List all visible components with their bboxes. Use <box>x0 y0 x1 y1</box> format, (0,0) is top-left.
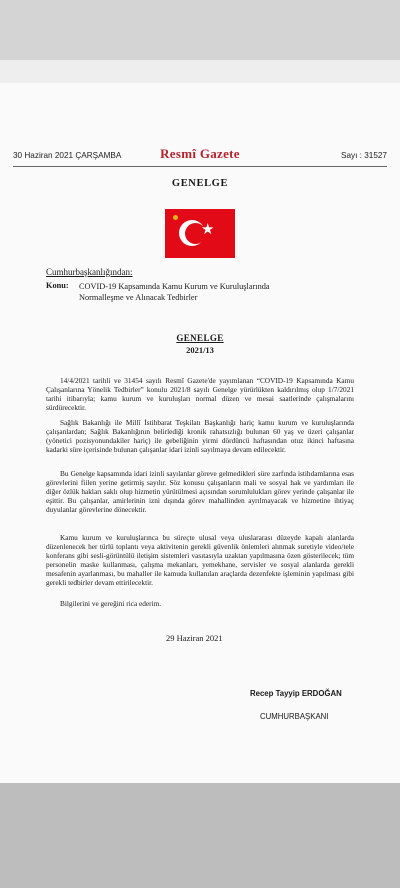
subject-text: COVID-19 Kapsamında Kamu Kurum ve Kuruluşlarında Normalleşme ve Alınacak Tedbirler <box>79 282 270 303</box>
subject-label: Konu: <box>46 281 69 290</box>
document-heading: GENELGE <box>171 178 229 189</box>
paragraph-2: Sağlık Bakanlığı ile Millî İstihbarat Teşkilatı Başkanlığı hariç kamu kurum ve kuruluşlarında çalışanlardan; Sağlık Bakanlığının belirlediği kronik rahatsızlığı bulunan 60 yaş ve üzeri çalışanlar (yönetici pozisyonundakiler hariç) ile gebeliğinin yirmi dördüncü haftasından otuz ikinci haftasına kadarki süre içerisinde bulunan çalışanlar idari izinli sayılmaya devam edilecektir. <box>46 418 354 455</box>
circular-heading: GENELGE <box>176 333 224 343</box>
presidential-seal-icon <box>173 215 178 220</box>
issuing-authority: Cumhurbaşkanlığından: <box>46 267 133 277</box>
closing-sentence: Bilgilerini ve gereğini rica ederim. <box>60 599 162 608</box>
signature-date: 29 Haziran 2021 <box>166 633 223 643</box>
paragraph-1: 14/4/2021 tarihli ve 31454 sayılı Resmî Gazete'de yayımlanan “COVID-19 Kapsamında Kamu Çalışanlarına Yönelik Tedbirler” konulu 2021/8 sayılı Genelge yürürlükten kaldırılmış olup 1/7/2021 tarihi itibarıyla; kamu kurum ve kuruluşları normal düzen ve mesai saatlerinde çalışmalarını sürdürecektir. <box>46 376 354 413</box>
signatory-title: CUMHURBAŞKANI <box>260 712 329 721</box>
bottom-gray-margin <box>0 783 400 888</box>
star-icon: ★ <box>201 220 215 238</box>
top-gray-margin <box>0 0 400 83</box>
signatory-name: Recep Tayyip ERDOĞAN <box>250 689 342 698</box>
newspaper-title: Resmî Gazete <box>160 146 240 161</box>
issue-number: Sayı : 31527 <box>341 151 387 160</box>
issue-date: 30 Haziran 2021 ÇARŞAMBA <box>13 151 122 160</box>
header-divider <box>13 166 387 167</box>
page-edge-strip <box>0 60 400 83</box>
paragraph-4: Kamu kurum ve kuruluşlarınca bu süreçte ulusal veya uluslararası düzeyde kapalı alanlarda düzenlenecek her türlü toplantı veya aktivitenin gerekli güvenlik önlemleri alınmak suretiyle video/tele konferans gibi sesli-görüntülü iletişim sistemleri vasıtasıyla uzaktan yapılmasına özen gösterilecek; tüm personelin maske kullanması, çalışma mekanları, yemekhane, servisler ve sosyal alanlarda gerekli mesafenin ayarlanması, bu mahaller ile kamuda kullanılan araçlarda dezenfekte işleminin yapılması gibi gerekli tedbirler devam ettirilecektir. <box>46 533 354 588</box>
circular-number: 2021/13 <box>186 345 214 355</box>
paragraph-3: Bu Genelge kapsamında idari izinli sayılanlar göreve gelmedikleri süre zarfında istihdamlarına esas görevlerini fiilen yerine getirmiş sayılır. Söz konusu çalışanların mali ve sosyal hak ve yardımları ile diğer özlük hakları saklı olup hizmetin yürütülmesi açısından sorumlulukları görev yerinde çalışanlar ile eşittir. Bu çalışanlar, amirlerinin izni dışında görev mahallinden ayrılmayacak ve hizmetine ihtiyaç duyulanlar görevlerine dönecektir. <box>46 469 354 515</box>
